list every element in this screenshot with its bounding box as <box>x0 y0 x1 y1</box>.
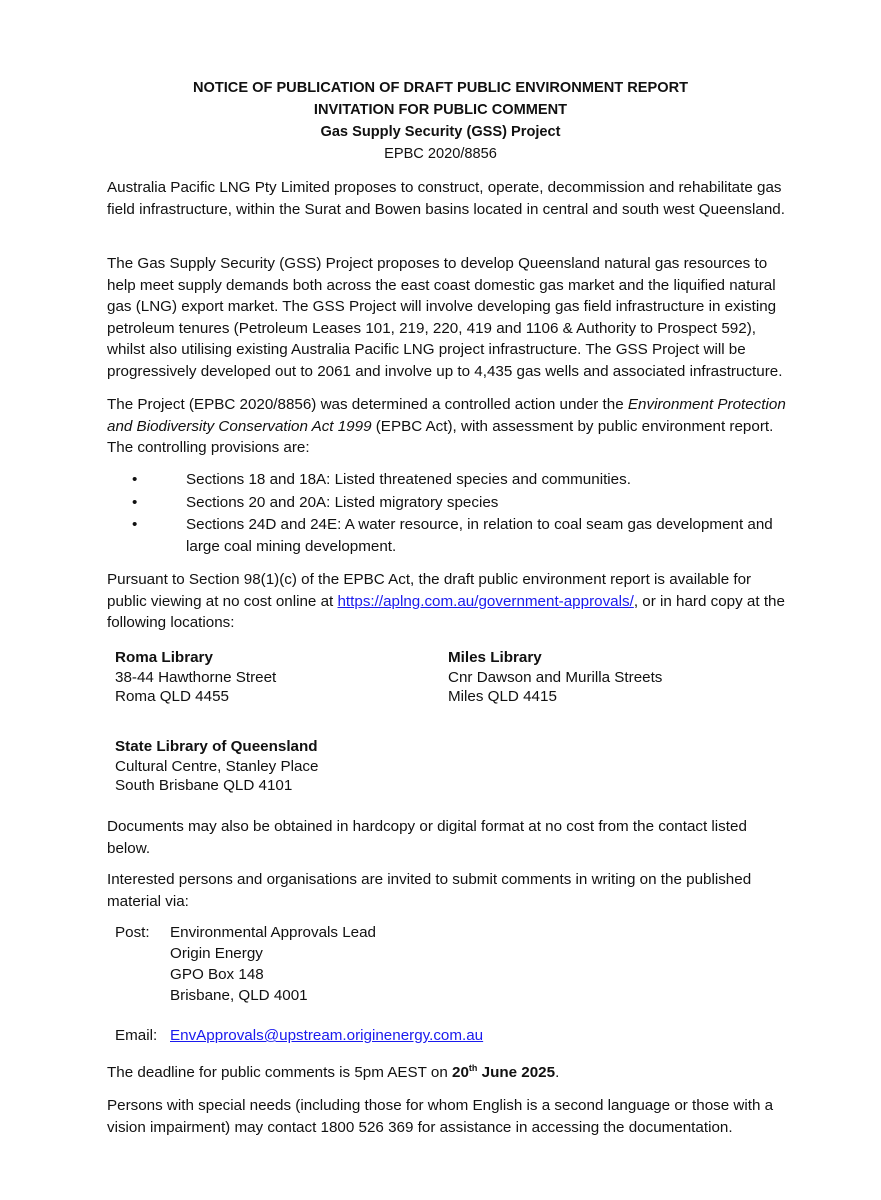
email-contact <box>0 1025 881 1047</box>
deadline-day-suffix: th <box>468 1062 478 1073</box>
documents-paragraph: Documents may also be obtained in hardcopy or digital format at no cost from the contact listed below. <box>107 818 747 857</box>
act-name: Environment Protection and Biodiversity Conservation Act 1999 <box>107 396 786 435</box>
notice-header <box>0 77 881 165</box>
invitation-paragraph: Interested persons and organisations are invited to submit comments in writing on the published material via: <box>107 871 752 910</box>
location-state-library <box>115 737 318 796</box>
post-contact <box>0 922 881 1012</box>
special-needs-paragraph: Persons with special needs (including those for whom English is a second language or those with a vision impairment) may contact 1800 526 369 for assistance in accessing the documentation. <box>107 1097 774 1136</box>
deadline-text-before: The deadline for public comments is 5pm AEST on <box>107 1064 452 1081</box>
location-line1: Cnr Dawson and Murilla Streets <box>448 668 663 686</box>
invitation-title: INVITATION FOR PUBLIC COMMENT <box>313 102 568 118</box>
post-label: Post: <box>115 924 150 941</box>
post-line: Origin Energy <box>170 945 263 962</box>
epbc-reference: EPBC 2020/8856 <box>384 146 497 162</box>
list-item <box>107 469 787 491</box>
pursuant-paragraph <box>107 569 787 634</box>
deadline-paragraph <box>107 1062 787 1084</box>
location-miles <box>448 648 662 707</box>
list-item <box>107 514 787 557</box>
project-paragraph: The Gas Supply Security (GSS) Project proposes to develop Queensland natural gas resources to help meet supply demands both across the east coast domestic gas market and the liquified natural gas (LNG) export market. The GSS Project will involve developing gas field infrastructure in existing petroleum tenures (Petroleum Leases 101, 219, 220, 419 and 1106 & Authority to Prospect 592), whilst also utilising existing Australia Pacific LNG project infrastructure. The GSS Project will be progressively developed out to 2061 and involve up to 4,435 gas wells and associated infrastructure. <box>107 255 783 380</box>
deadline-day: 20 <box>452 1064 469 1081</box>
controlling-provisions-list <box>107 469 787 558</box>
location-roma <box>115 648 276 707</box>
provision-text: Sections 24D and 24E: A water resource, in relation to coal seam gas development and large coal mining development. <box>186 516 773 555</box>
location-line2: Miles QLD 4415 <box>448 688 557 705</box>
location-line1: Cultural Centre, Stanley Place <box>115 757 319 775</box>
post-line: Brisbane, QLD 4001 <box>170 987 308 1004</box>
location-line1: 38-44 Hawthorne Street <box>115 668 277 686</box>
bullet: • <box>132 516 138 533</box>
project-title: Gas Supply Security (GSS) Project <box>320 124 561 140</box>
post-address <box>170 922 376 1006</box>
post-line: GPO Box 148 <box>170 966 264 983</box>
deadline-month-year: June 2025 <box>477 1064 556 1081</box>
post-line: Environmental Approvals Lead <box>170 924 377 941</box>
notice-title: NOTICE OF PUBLICATION OF DRAFT PUBLIC ENVIRONMENT REPORT <box>192 80 689 96</box>
pursuant-text-after: , or in hard copy at the following locations: <box>107 592 785 631</box>
email-label: Email: <box>115 1027 158 1044</box>
provision-text: Sections 18 and 18A: Listed threatened species and communities. <box>186 471 631 488</box>
email-link[interactable]: EnvApprovals@upstream.originenergy.com.au <box>170 1027 484 1044</box>
bullet: • <box>132 493 138 511</box>
report-url-link[interactable]: https://aplng.com.au/government-approvals/ <box>337 592 634 610</box>
provision-text: Sections 20 and 20A: Listed migratory species <box>186 493 499 511</box>
controlled-action-paragraph <box>107 394 787 459</box>
location-name: Miles Library <box>448 649 542 666</box>
controlled-text-before: The Project (EPBC 2020/8856) was determined a controlled action under the <box>107 396 628 413</box>
bullet: • <box>132 471 138 488</box>
controlled-text-after: (EPBC Act), with assessment by public environment report. The controlling provisions are: <box>107 417 774 456</box>
deadline-text-after: . <box>555 1064 560 1081</box>
pursuant-text-before: Pursuant to Section 98(1)(c) of the EPBC Act, the draft public environment report is available for public viewing at no cost online at <box>107 571 752 610</box>
location-name: State Library of Queensland <box>115 738 318 755</box>
list-item <box>107 492 787 514</box>
location-name: Roma Library <box>115 649 213 666</box>
location-line2: South Brisbane QLD 4101 <box>115 777 293 794</box>
location-line2: Roma QLD 4455 <box>115 688 229 705</box>
intro-paragraph: Australia Pacific LNG Pty Limited proposes to construct, operate, decommission and rehabilitate gas field infrastructure, within the Surat and Bowen basins located in central and south west Queensland. <box>107 179 785 218</box>
deadline-date <box>452 1064 555 1081</box>
